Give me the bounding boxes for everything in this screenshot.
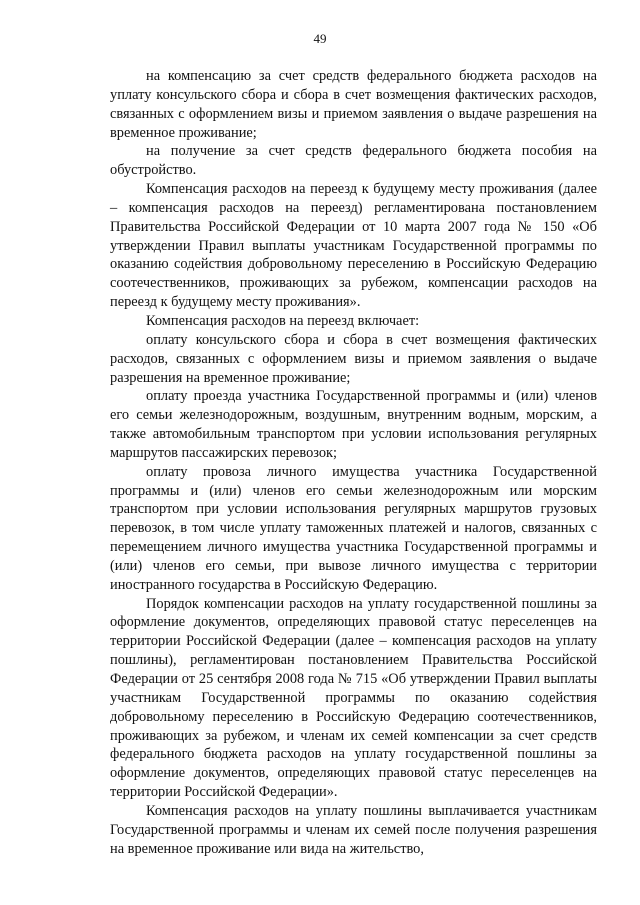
- paragraph-relocation-compensation-regulation: Компенсация расходов на переезд к будущему месту проживания (далее – компенсация расходов на переезд) регламентирована постановлением Правительства Российской Федерации от 10 марта 2007 года № 150 «Об утверждении Правил выплаты участникам Государственной программы по оказанию содействия добровольному переселению в Российскую Федерацию соотечественников, проживающих за рубежом, компенсации расходов на переезд к будущему месту проживания».: [110, 181, 597, 311]
- paragraph-state-duty-compensation-payment: Компенсация расходов на уплату пошлины выплачивается участникам Государственной программы и членам их семей после получения разрешения на временное проживание или вида на жительство,: [110, 802, 597, 857]
- paragraph-property-transport-payment: оплату провоза личного имущества участника Государственной программы и (или) членов его семьи железнодорожным или морским транспортом при условии использования регулярных маршрутов грузовых перевозок, в том числе уплату таможенных платежей и налогов, связанных с перемещением личного имущества участника Государственной программы и (или) членов его семьи, при вывозе личного имущества с территории иностранного государства в Российскую Федерацию.: [110, 463, 597, 593]
- paragraph-travel-payment: оплату проезда участника Государственной программы и (или) членов его семьи железнодорожным, воздушным, внутренним водным, морским, а также автомобильным транспортом при условии использования регулярных маршрутов пассажирских перевозок;: [110, 388, 597, 461]
- paragraph-relocation-compensation-includes: Компенсация расходов на переезд включает:: [146, 312, 420, 329]
- paragraph-compensation-consular-fee: на компенсацию за счет средств федерального бюджета расходов на уплату консульского сбора и сбора в счет возмещения фактических расходов, связанных с оформлением визы и приемом заявления о выдаче разрешения на временное проживание;: [110, 68, 597, 141]
- paragraph-settlement-allowance: на получение за счет средств федерального бюджета пособия на обустройство.: [110, 143, 597, 179]
- paragraph-state-duty-compensation-procedure: Порядок компенсации расходов на уплату государственной пошлины за оформление документов, определяющих правовой статус переселенцев на территории Российской Федерации (далее – компенсация расходов на уплату пошлины), регламентирован постановлением Правительства Российской Федерации от 25 сентября 2008 года № 715 «Об утверждении Правил выплаты участникам Государственной программы по оказанию содействия добровольному переселению в Российскую Федерацию соотечественников, проживающих за рубежом, и членам их семей компенсации за счет средств федерального бюджета расходов на уплату государственной пошлины за оформление документов, определяющих правовой статус переселенцев на территории Российской Федерации».: [110, 595, 597, 801]
- page-number: 49: [313, 31, 327, 46]
- paragraph-consular-fee-payment: оплату консульского сбора и сбора в счет возмещения фактических расходов, связанных с оформлением визы и приемом заявления о выдаче разрешения на временное проживание;: [110, 331, 597, 386]
- document-body: [110, 67, 597, 858]
